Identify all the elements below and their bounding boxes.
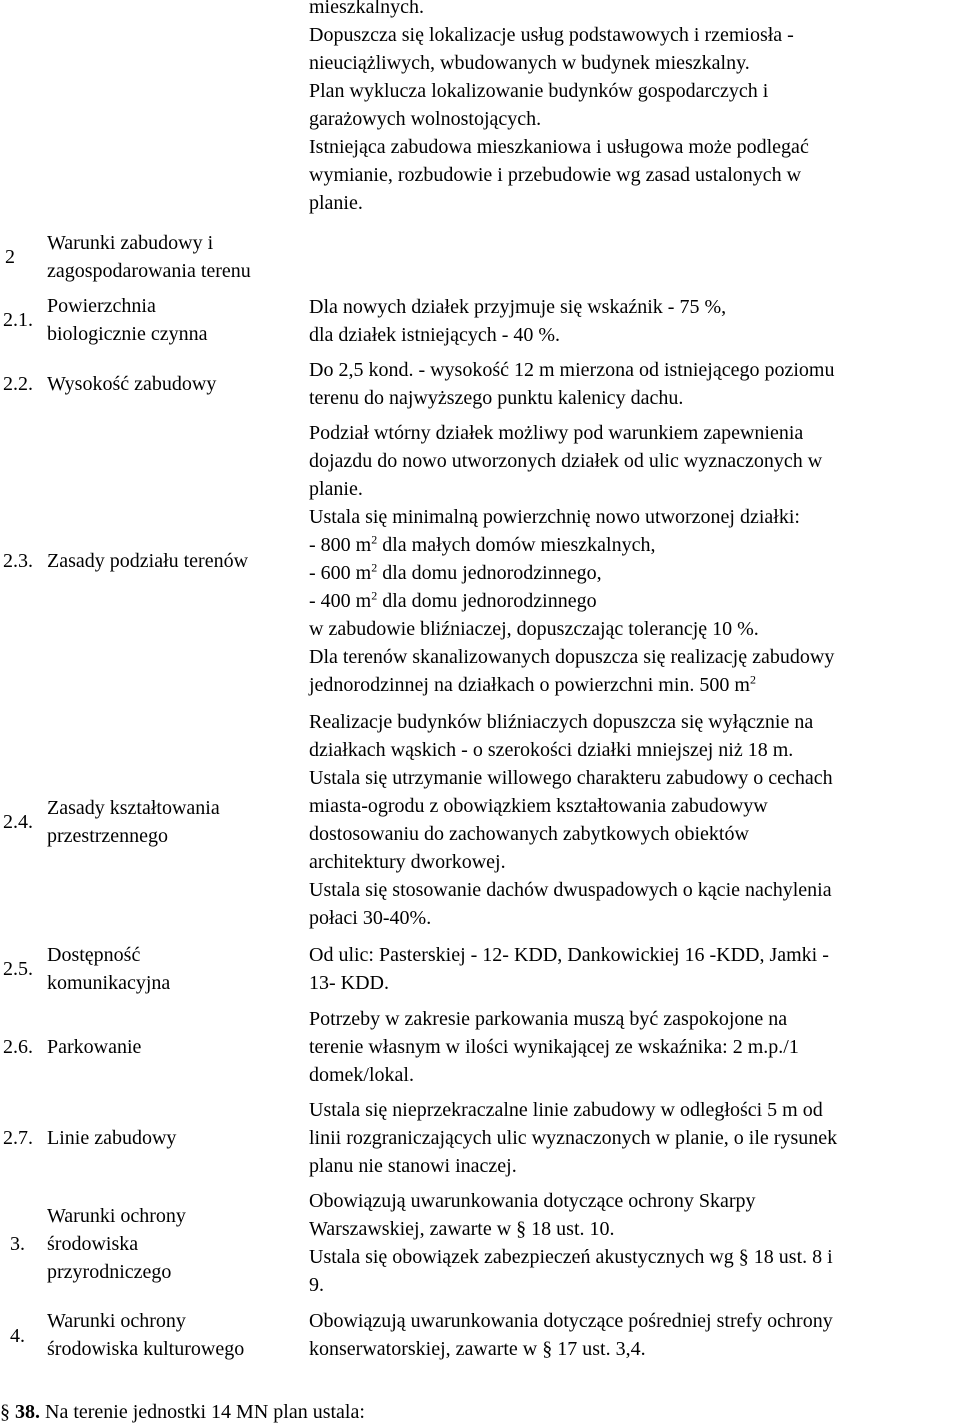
row-text: Dla nowych działek przyjmuje się wskaźnik - 75 %, dla działek istniejących - 40 %.: [309, 296, 727, 346]
row-label: Warunki ochrony środowiska przyrodniczego: [47, 1205, 186, 1283]
text-line: nieuciążliwych, wbudowanych w budynek mieszkalny.: [309, 52, 750, 74]
section-intro: Na terenie jednostki 14 MN plan ustala:: [45, 1401, 365, 1423]
row-number: 2.6.: [3, 1036, 33, 1058]
row-number: 2.1.: [3, 309, 33, 331]
text-line: Plan wyklucza lokalizowanie budynków gospodarczych i: [309, 80, 769, 102]
row-number: 2.2.: [3, 373, 33, 395]
row-number: 2.5.: [3, 958, 33, 980]
text-line: mieszkalnych.: [309, 0, 424, 18]
row-label: Zasady podziału terenów: [47, 550, 249, 572]
row-label: Linie zabudowy: [47, 1127, 177, 1149]
row-label: Warunki ochrony środowiska kulturowego: [47, 1310, 245, 1360]
row-number: 2.7.: [3, 1127, 33, 1149]
row-label: Wysokość zabudowy: [47, 373, 217, 395]
row-text: Obowiązują uwarunkowania dotyczące pośredniej strefy ochrony konserwatorskiej, zawarte w § 17 ust. 3,4.: [309, 1310, 833, 1360]
row-text: Podział wtórny działek możliwy pod warunkiem zapewnienia dojazdu do nowo utworzonych działek od ulic wyznaczonych w planie. Ustala się minimalną powierzchnię nowo utworzonej działki: - 800 $m^2$ dla małych domów mieszkalnych, - 600 $m^2$ dla domu jednorodzinnego, - 400 $m^2$ dla domu jednorodzinnego w zabudowie bliźniaczej, dopuszczając tolerancję 10 %. Dla terenów skanalizowanych dopuszcza się realizację zabudowy jednorodzinnej na działkach o powierzchni min. 500 $m^2$: [309, 419, 960, 699]
area-line: - 600 $m^2$ dla domu jednorodzinnego,: [309, 560, 602, 584]
row-text: Obowiązują uwarunkowania dotyczące ochrony Skarpy Warszawskiej, zawarte w § 18 ust. 10. Ustala się obowiązek zabezpieczeń akustycznych wg § 18 ust. 8 i 9.: [309, 1190, 833, 1296]
row-label: Powierzchnia biologicznie czynna: [47, 295, 208, 345]
row-text: Ustala się nieprzekraczalne linie zabudowy w odległości 5 m od linii rozgraniczających ulic wyznaczonych w planie, o ile rysunek planu nie stanowi inaczej.: [309, 1099, 838, 1177]
row-text: Do 2,5 kond. - wysokość 12 m mierzona od istniejącego poziomu terenu do najwyższego punktu kalenicy dachu.: [309, 359, 835, 409]
text-line: garażowych wolnostojących.: [309, 108, 542, 130]
row-number: 4.: [10, 1325, 25, 1347]
row-number: 2.4.: [3, 811, 33, 833]
area-line: jednorodzinnej na działkach o powierzchni min. 500 $m^2$: [309, 672, 756, 696]
row-number: 2: [5, 246, 15, 268]
area-line: - 800 $m^2$ dla małych domów mieszkalnych,: [309, 532, 656, 556]
text-line: wymianie, rozbudowie i przebudowie wg zasad ustalonych w: [309, 164, 802, 186]
row-number: 2.3.: [3, 550, 33, 572]
section-sign: §: [0, 1401, 10, 1423]
row-label: Dostępność komunikacyjna: [47, 944, 171, 994]
row-text: Potrzeby w zakresie parkowania muszą być zaspokojone na terenie własnym w ilości wynikającej ze wskaźnika: 2 m.p./1 domek/lokal.: [309, 1008, 799, 1086]
text-line: Dopuszcza się lokalizacje usług podstawowych i rzemiosła -: [309, 24, 794, 46]
area-line: - 400 $m^2$ dla domu jednorodzinnego: [309, 588, 597, 612]
section-heading: [0, 1398, 960, 1426]
row-text: Realizacje budynków bliźniaczych dopuszcza się wyłącznie na działkach wąskich - o szerokości działki mniejszej niż 18 m. Ustala się utrzymanie willowego charakteru zabudowy o cechach miasta-ogrodu z obowiązkiem kształtowania zabudowyw dostosowaniu do zachowanych zabytkowych obiektów architektury dworkowej. Ustala się stosowanie dachów dwuspadowych o kącie nachylenia połaci 30-40%.: [309, 711, 833, 929]
row-number: 3.: [10, 1233, 25, 1255]
section-number: 38.: [15, 1401, 40, 1423]
row-label: Zasady kształtowania przestrzennego: [47, 797, 220, 847]
continuation-text: [309, 0, 960, 217]
row-label: Warunki zabudowy i zagospodarowania terenu: [47, 232, 251, 282]
text-line: planie.: [309, 192, 363, 214]
row-text: Od ulic: Pasterskiej - 12- KDD, Dankowickiej 16 -KDD, Jamki - 13- KDD.: [309, 944, 829, 994]
text-line: Istniejąca zabudowa mieszkaniowa i usługowa może podlegać: [309, 136, 809, 158]
row-label: Parkowanie: [47, 1036, 142, 1058]
